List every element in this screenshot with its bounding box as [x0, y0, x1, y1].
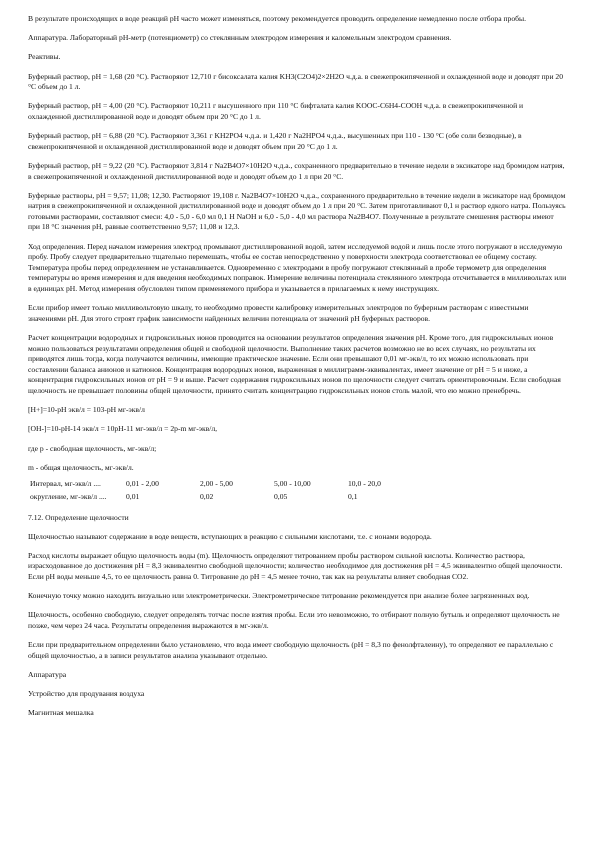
- paragraph-buffer-400: Буферный раствор, рН = 4,00 (20 °C). Растворяют 10,211 г высушенного при 110 °C бифталата калия KOOC-C6H4-COOH ч.д.а. в свежепрокипяченной и охлажденной дистиллированной воде и доводят объем при 20 °C до 1 л.: [28, 101, 524, 121]
- paragraph-endpoint: Конечную точку можно находить визуально или электрометрически. Электрометрическое титрование рекомендуется при анализе более загрязненных вод.: [28, 591, 530, 601]
- paragraph-apparatus-ph: Аппаратура. Лабораторный рН-метр (потенциометр) со стеклянным электродом измерения и каломельным электродом сравнения.: [28, 33, 452, 43]
- table-cell: 10,0 - 20,0: [348, 479, 381, 489]
- paragraph-ph-note: В результате происходящих в воде реакций рН часто может изменяться, поэтому рекомендуется проводить определение немедленно после отбора пробы.: [28, 14, 527, 23]
- section-heading-alkalinity: 7.12. Определение щелочности: [28, 512, 129, 522]
- paragraph-buffer-688: Буферный раствор, рН = 6,88 (20 °C). Растворяют 3,361 г KH2PO4 ч.д.а. и 1,420 г Na2HPO4 ч.д.а., высушенных при 110 - 130 °C (обе соли безводные), в свежепрокипяченной и охлажденной дистиллированной воде и доводят объем при 20 °C до 1 л.: [28, 131, 522, 151]
- paragraph-alkalinity-definition: Щелочностью называют содержание в воде веществ, вступающих в реакцию с сильными кислотами, т.е. с ионами водорода.: [28, 531, 432, 541]
- paragraph-buffer-922: Буферный раствор, рН = 9,22 (20 °C). Растворяют 3,814 г Na2B4O7×10H2O ч.д.а., сохраненного предварительно в течение недели в эксикаторе над бромидом натрия, в свежепрокипяченной и охлажденной дистиллированной воде и доводят объем до 1 л при 20 °C.: [28, 160, 565, 181]
- heading-apparatus: Аппаратура: [28, 670, 67, 679]
- paragraph-calibration: Если прибор имеет только милливольтовую шкалу, то необходимо провести калибровку измерительных электродов по буферным растворам с известными значениями рН. Для этого строят график зависимости найденных величин потенциала от значений рН буферных растворов.: [28, 303, 529, 323]
- table-cell: 0,1: [348, 491, 358, 501]
- heading-reagents: Реактивы.: [28, 52, 61, 62]
- table-row: [30, 479, 408, 492]
- paragraph-buffer-168: Буферный раствор, рН = 1,68 (20 °C). Растворяют 12,710 г бисоксалата калия KH3(C2O4)2×2H2O ч.д.а. в свежепрокипяченной и охлажденной воде и доводят при 20 °C объем до 1 л.: [28, 71, 563, 92]
- list-item-magnetic-stirrer: Магнитная мешалка: [28, 708, 94, 718]
- rounding-table: [30, 479, 408, 504]
- table-row: [30, 492, 408, 505]
- paragraph-buffers-high: Буферные растворы, рН = 9,57; 11,08; 12,30. Растворяют 19,108 г. Na2B4O7×10H2O ч.д.а., сохраненного предварительно в течение недели в эксикаторе над бромидом натрия в свежепрокипяченной и охлажденной дистиллированной воде и доводят объем до 1 л при 20 °C. Затем приготавливают 0,1 н раствор едкого натра. Пользуясь готовыми растворами, составляют смеси: 4,0 - 5,0 - 6,0 мл 0,1 Н NaOH и 6,0 - 5,0 - 4,0 мл раствора Na2B4O7. Полученные в результате смешения растворы имеют при 18 °C значения рН, равные соответственно 9,57; 11,08 и 12,3.: [28, 190, 566, 232]
- formula-hydrogen: [H+]=10-pH экв/л = 103-pH мг-экв/л: [28, 405, 145, 415]
- table-cell: округление, мг-экв/л ....: [30, 491, 107, 501]
- table-cell: 0,01: [126, 491, 140, 501]
- paragraph-acid-consumption: Расход кислоты выражает общую щелочность воды (m). Щелочность определяют титрованием пробы раствором сильной кислоты. Количество раствора, израсходованное до достижения рН = 8,3 эквивалентно свободной щелочности; количество необходимое для достижения рН = 4,5 эквивалентно общей щелочности. Если рН воды меньше 4,5, то ее щелочность равна 0. Титрование до рН = 4,5 менее точно, так как на результаты влияет свободная CO2.: [28, 550, 563, 582]
- table-cell: 0,05: [274, 491, 288, 501]
- formula-hydroxyl: [OH-]=10-pH-14 экв/л = 10pH-11 мг-экв/л = 2p-m мг-экв/л,: [28, 424, 218, 434]
- definition-free-alkalinity: где p - свободная щелочность, мг-экв/л;: [28, 443, 157, 453]
- table-cell: Интервал, мг-экв/л ....: [30, 479, 101, 489]
- paragraph-procedure: Ход определения. Перед началом измерения электрод промывают дистиллированной водой, затем исследуемой водой и лишь после этого погружают в исследуемую пробу. Пробу следует предварительно тщательно перемешать, чтобы ее состав непосредственно у поверхности электрода соответствовал ее общему составу. Температура пробы перед определением не устанавливается. Одновременно с электродами в пробу погружают стеклянный в пробе термометр для определения температуры во время измерения и для введения необходимых поправок. Измерение величины потенциала стеклянного электрода отсчитывается в милливольтах или в единицах рН. Метод измерения обусловлен типом применяемого прибора и указывается в прилагаемых к нему инструкциях.: [28, 241, 567, 294]
- table-cell: 0,02: [200, 491, 214, 501]
- table-cell: 0,01 - 2,00: [126, 479, 159, 489]
- table-cell: 5,00 - 10,00: [274, 479, 311, 489]
- paragraph-ion-calculation: Расчет концентрации водородных и гидроксильных ионов проводится на основании результатов определения значения рН. Кроме того, для гидроксильных ионов можно пользоваться результатами определения общей и свободной щелочности. Выполнение таких расчетов возможно не во всех случаях, но результаты их приводятся лишь тогда, когда получаются величины, имеющие практическое значение. Если они превышают 0,01 мг-экв/л, то их можно использовать при составлении баланса анионов и катионов. Концентрация водородных ионов, выраженная в миллиграмм-эквивалентах, имеет значение от рН = 5 и ниже, а концентрация гидроксильных ионов от рН = 9 и выше. Расчет содержания гидроксильных ионов по щелочности следует считать ориентировочным. Если свободная щелочность не превышает половины общей щелочности, принято считать концентрацию гидроксильных ионов столь малой, что ею можно пренебречь.: [28, 333, 561, 395]
- table-cell: 2,00 - 5,00: [200, 479, 233, 489]
- list-item-air-blower: Устройство для продувания воздуха: [28, 689, 145, 699]
- paragraph-sampling-time: Щелочность, особенно свободную, следует определять тотчас после взятия пробы. Если это невозможно, то отбирают полную бутыль и определяют щелочность не позже, чем через 24 часа. Результаты определения выражаются в мг-экв/л.: [28, 610, 560, 631]
- definition-total-alkalinity: m - общая щелочность, мг-экв/л.: [28, 462, 134, 472]
- paragraph-free-alkalinity: Если при предварительном определении было установлено, что вода имеет свободную щелочность (рН = 8,3 по фенолфталеину), то определяют ее параллельно с общей щелочностью, а в записи результатов анализа указывают отдельно.: [28, 640, 554, 660]
